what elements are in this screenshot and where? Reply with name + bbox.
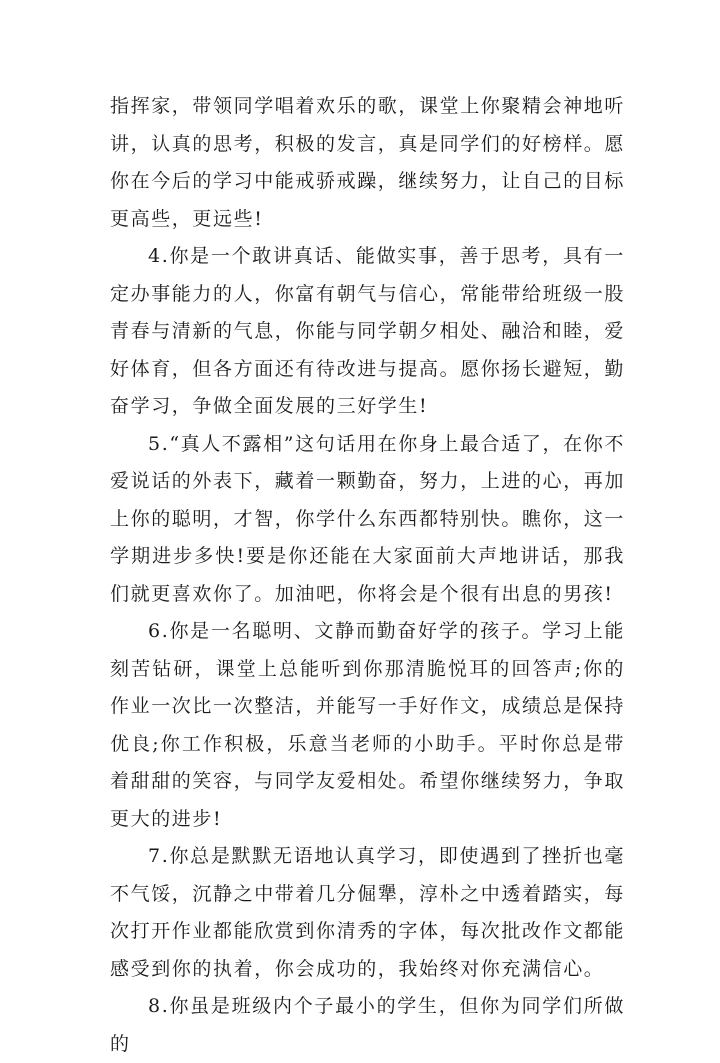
paragraph-6: 6.你是一名聪明、文静而勤奋好学的孩子。学习上能刻苦钻研，课堂上总能听到你那清脆悦耳的回答声;你的作业一次比一次整洁，并能写一手好作文，成绩总是保持优良;你工作积极，乐意当老师的小助手。平时你总是带着甜甜的笑容，与同学友爱相处。希望你继续努力，争取更大的进步!	[110, 620, 626, 830]
body-text	[110, 88, 625, 1063]
paragraph-8: 8.你虽是班级内个子最小的学生，但你为同学们所做的	[110, 995, 625, 1055]
paragraph-continued: 指挥家，带领同学唱着欢乐的歌，课堂上你聚精会神地听讲，认真的思考，积极的发言，真是同学们的好榜样。愿你在今后的学习中能戒骄戒躁，继续努力，让自己的目标更高些，更远些!	[110, 95, 626, 230]
paragraph-5: 5.“真人不露相”这句话用在你身上最合适了，在你不爱说话的外表下，藏着一颗勤奋，努力，上进的心，再加上你的聪明，才智，你学什么东西都特别快。瞧你，这一学期进步多快!要是你还能在大家面前大声地讲话，那我们就更喜欢你了。加油吧，你将会是个很有出息的男孩!	[110, 432, 626, 605]
paragraph-4: 4.你是一个敢讲真话、能做实事，善于思考，具有一定办事能力的人，你富有朝气与信心，常能带给班级一股青春与清新的气息，你能与同学朝夕相处、融洽和睦，爱好体育，但各方面还有待改进与提高。愿你扬长避短，勤奋学习，争做全面发展的三好学生!	[110, 245, 626, 417]
paragraph-7: 7.你总是默默无语地认真学习，即使遇到了挫折也毫不气馁，沉静之中带着几分倔犟，淳朴之中透着踏实，每次打开作业都能欣赏到你清秀的字体，每次批改作文都能感受到你的执着，你会成功的，我始终对你充满信心。	[110, 845, 626, 980]
